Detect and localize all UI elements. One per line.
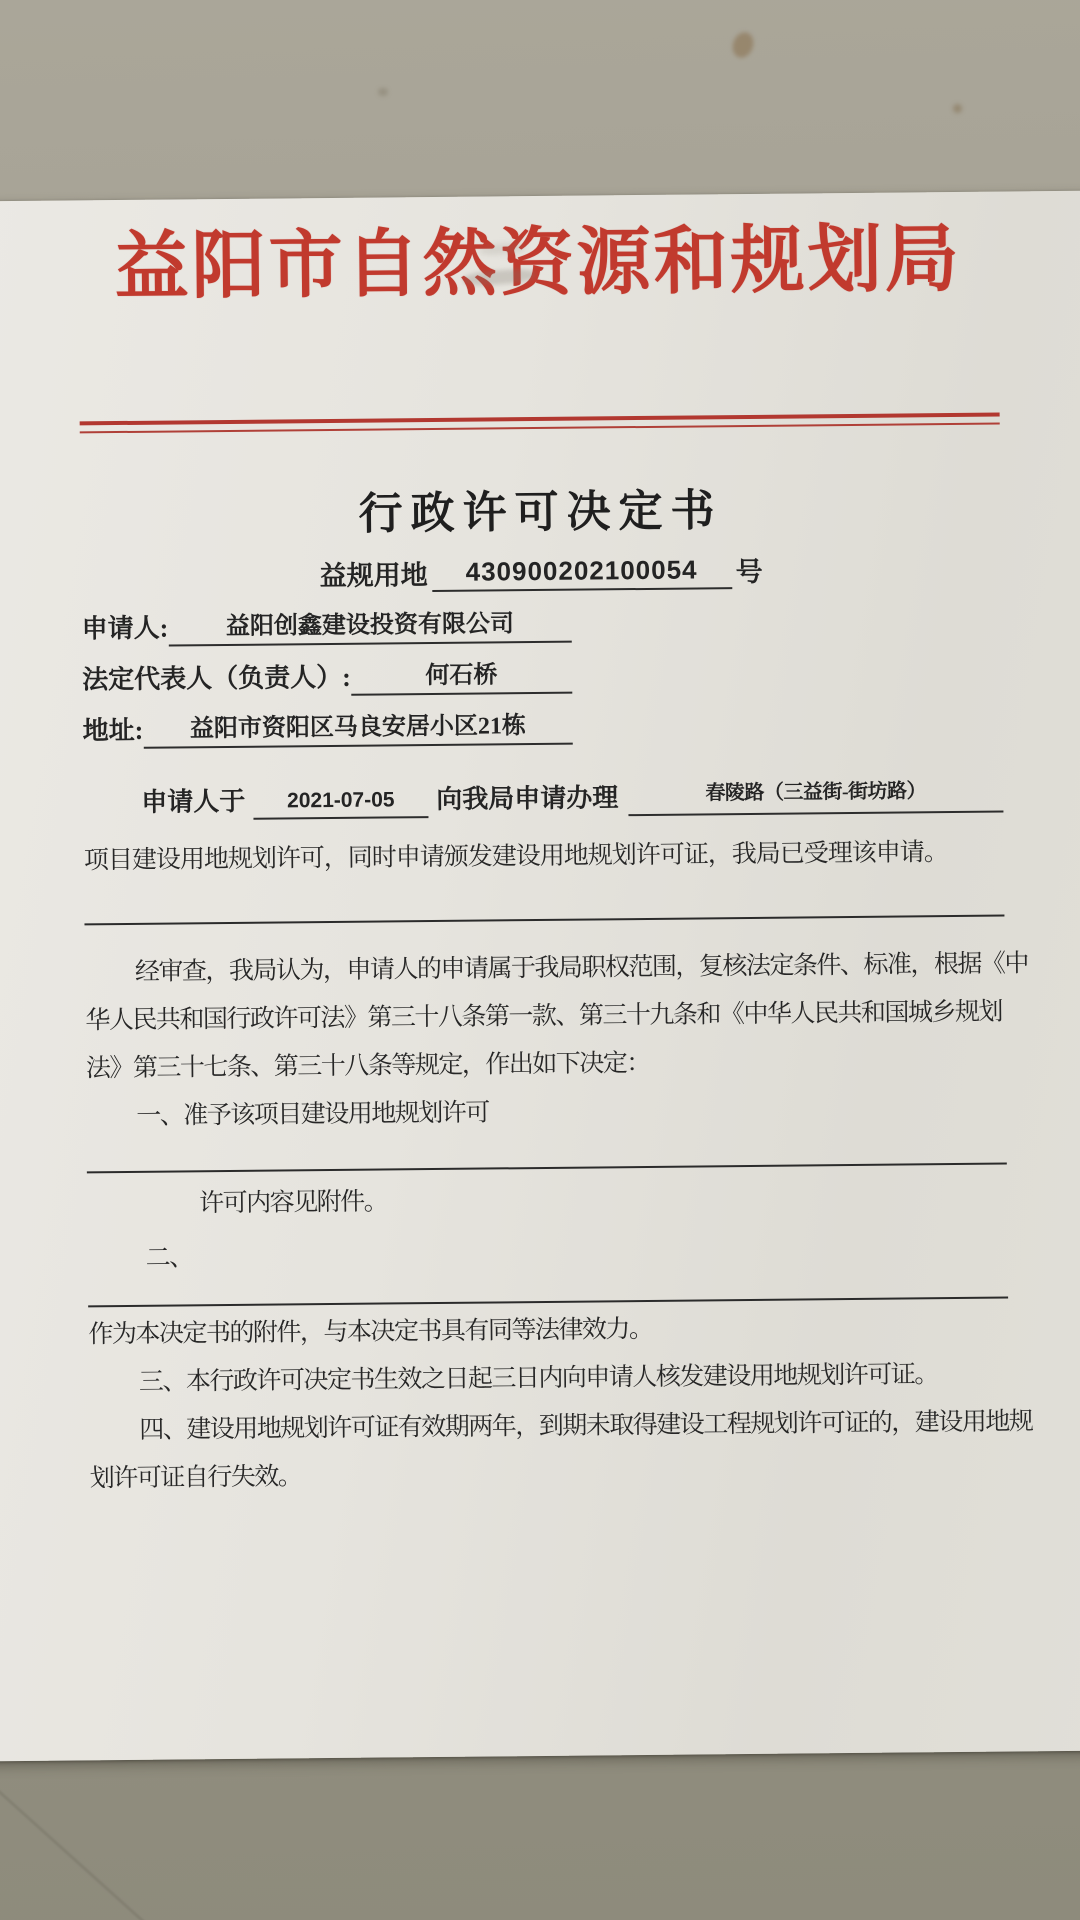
applicant-label: 申请人: <box>81 613 169 644</box>
document-paper <box>0 191 1080 1762</box>
doc-number-suffix: 号 <box>735 557 763 588</box>
application-date: 2021-07-05 <box>253 788 428 820</box>
decision-item-four-line: 四、建设用地规划许可证有效期两年，到期未取得建设工程规划许可证的，建设用地规 <box>139 1408 1033 1445</box>
address-label: 地址: <box>82 716 144 746</box>
desk-stain <box>378 88 388 96</box>
decision-item-four-line: 划许可证自行失效。 <box>89 1463 302 1493</box>
field-row-applicant <box>81 605 571 648</box>
document-content <box>0 217 1080 1788</box>
red-separator-thin-line <box>80 423 1000 434</box>
doc-number-value: 430900202100054 <box>431 555 731 593</box>
applied-for-label: 向我局申请办理 <box>436 783 619 815</box>
attachment-clause: 作为本决定书的附件，与本决定书具有同等法律效力。 <box>88 1316 653 1349</box>
review-line: 经审查，我局认为，申请人的申请属于我局职权范围，复核法定条件、标准，根据《中 <box>134 950 1029 987</box>
review-paragraph <box>85 941 1029 1142</box>
red-separator <box>80 413 1000 434</box>
legal-representative-label: 法定代表人（负责人）: <box>82 663 351 695</box>
attachment-note: 许可内容见附件。 <box>199 1188 388 1218</box>
applicant-value: 益阳创鑫建设投资有限公司 <box>168 603 572 647</box>
doc-number-row <box>81 547 1001 596</box>
decision-item-three: 三、本行政许可决定书生效之日起三日内向申请人核发建设用地规划许可证。 <box>138 1361 938 1397</box>
application-continuation: 项目建设用地规划许可，同时申请颁发建设用地规划许可证，我局已受理该申请。 <box>83 839 948 875</box>
desk-stain <box>729 29 757 60</box>
desk-stain <box>953 104 962 113</box>
address-value: 益阳市资阳区马良安居小区21栋 <box>143 705 573 749</box>
project-name: 春陵路（三益街-街坊路） <box>628 774 1003 817</box>
document-title: 行政许可决定书 <box>358 486 723 540</box>
field-row-address <box>82 707 572 750</box>
decision-item-one: 一、准予该项目建设用地规划许可 <box>136 1099 489 1131</box>
field-row-legal-representative <box>82 656 572 699</box>
applied-on-label: 申请人于 <box>141 787 246 818</box>
application-row <box>141 765 1003 821</box>
legal-representative-value: 何石桥 <box>351 654 573 696</box>
review-line: 华人民共和国行政许可法》第三十八条第一款、第三十九条和《中华人民共和国城乡规划 <box>85 998 1003 1035</box>
bureau-title: 益阳市自然资源和规划局 <box>114 216 963 309</box>
fields-block <box>81 601 1002 750</box>
horizontal-rule <box>84 915 1004 926</box>
horizontal-rule <box>87 1163 1007 1174</box>
decision-item-two: 二、 <box>145 1244 193 1273</box>
review-line: 法》第三十七条、第三十八条等规定，作出如下决定： <box>85 1050 650 1083</box>
doc-number-prefix: 益规用地 <box>319 560 428 592</box>
